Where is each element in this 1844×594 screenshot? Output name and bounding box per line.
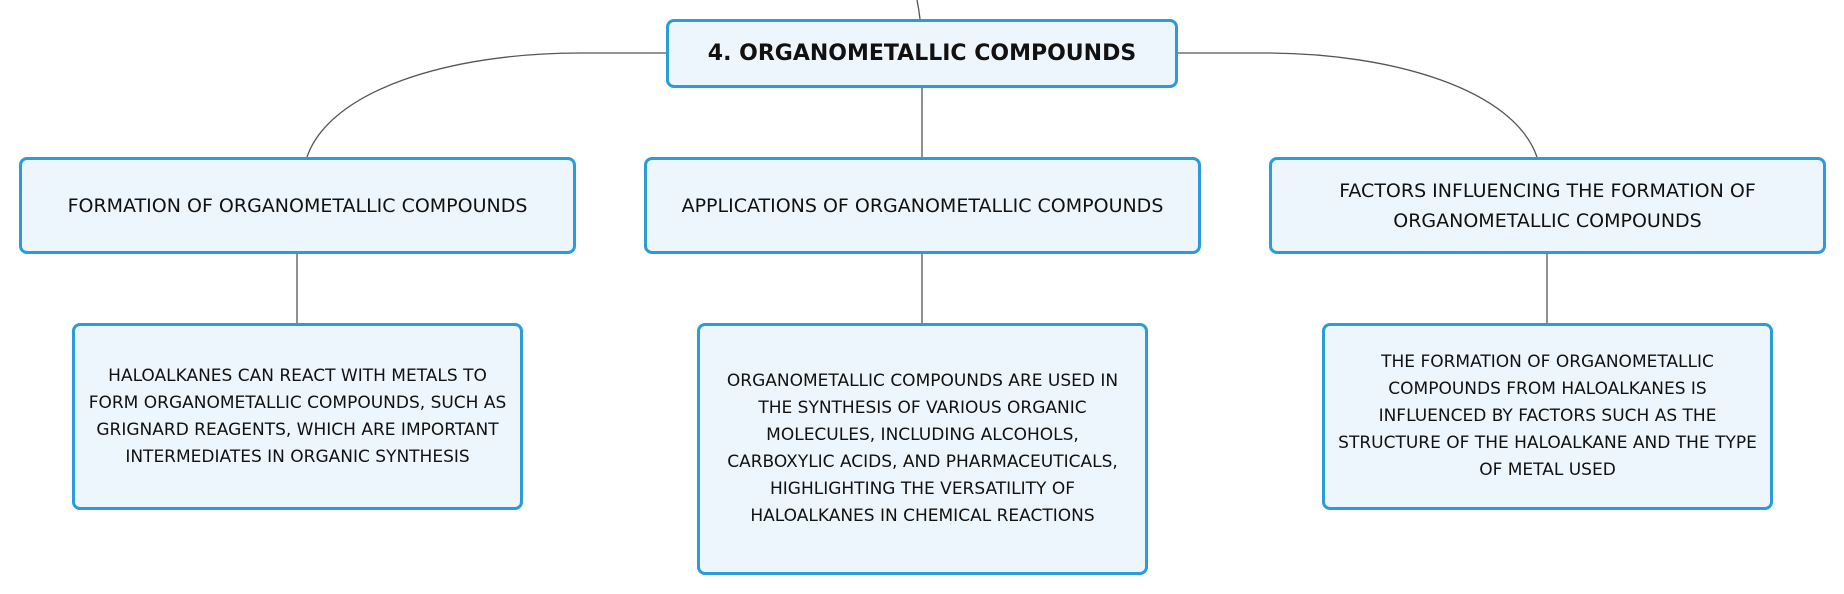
- branch-node-formation[interactable]: [19, 157, 576, 254]
- leaf-node-applications-detail[interactable]: [697, 323, 1148, 575]
- connector-root-to-factors: [1178, 53, 1537, 157]
- branch-node-formation-title: FORMATION OF ORGANOMETALLIC COMPOUNDS: [67, 194, 528, 217]
- leaf-node-formation-detail[interactable]: [72, 323, 523, 510]
- branch-node-factors-title: FACTORS INFLUENCING THE FORMATION OF ORGANOMETALLIC COMPOUNDS: [1339, 179, 1756, 232]
- leaf-node-factors-detail[interactable]: [1322, 323, 1773, 510]
- branch-node-factors[interactable]: [1269, 157, 1826, 254]
- connector-root-to-formation: [307, 53, 666, 157]
- root-node-title: 4. ORGANOMETALLIC COMPOUNDS: [707, 41, 1137, 66]
- branch-node-applications[interactable]: [644, 157, 1201, 254]
- root-node[interactable]: [666, 19, 1178, 88]
- branch-node-applications-title: APPLICATIONS OF ORGANOMETALLIC COMPOUNDS: [681, 194, 1164, 217]
- connector-parent-to-root: [917, 0, 920, 19]
- leaf-node-formation-text: HALOALKANES CAN REACT WITH METALS TO FORM ORGANOMETALLIC COMPOUNDS, SUCH AS GRIGNARD REAGENTS, WHICH ARE IMPORTANT INTERMEDIATES IN ORGANIC SYNTHESIS: [88, 365, 507, 467]
- leaf-node-factors-text: THE FORMATION OF ORGANOMETALLIC COMPOUNDS FROM HALOALKANES IS INFLUENCED BY FACTORS SUCH AS THE STRUCTURE OF THE HALOALKANE AND THE TYPE OF METAL USED: [1338, 352, 1757, 480]
- leaf-node-applications-text: ORGANOMETALLIC COMPOUNDS ARE USED IN THE SYNTHESIS OF VARIOUS ORGANIC MOLECULES, INCLUDING ALCOHOLS, CARBOXYLIC ACIDS, AND PHARMACEUTICALS, HIGHLIGHTING THE VERSATILITY OF HALOALKANES IN CHEMICAL REACTIONS: [726, 371, 1119, 526]
